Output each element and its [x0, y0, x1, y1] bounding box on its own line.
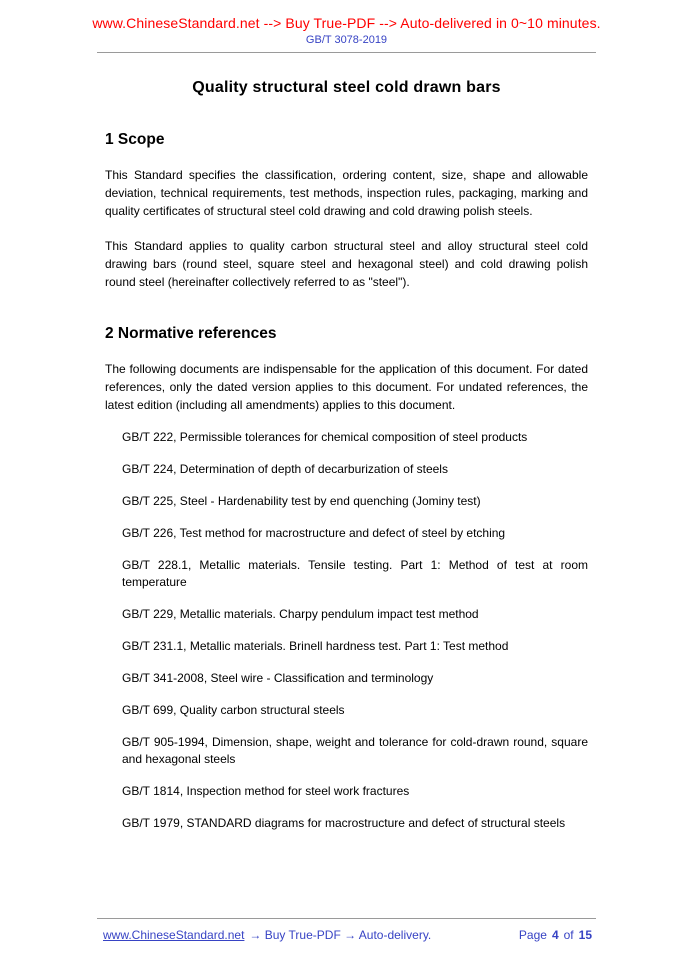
- header-divider: [97, 52, 596, 53]
- footer-tagline: → Buy True-PDF → Auto-delivery.: [249, 928, 432, 942]
- reference-item: GB/T 1979, STANDARD diagrams for macrostructure and defect of structural steels: [122, 816, 566, 830]
- reference-item: GB/T 341-2008, Steel wire - Classification and terminology: [122, 671, 434, 685]
- reference-item: GB/T 1814, Inspection method for steel work fractures: [122, 784, 410, 798]
- footer-site-link[interactable]: www.ChineseStandard.net: [103, 928, 245, 942]
- page-indicator: [519, 928, 596, 942]
- scope-paragraph-1: This Standard specifies the classification, ordering content, size, shape and allowable deviation, technical requirements, test methods, inspection rules, packaging, marking and quality certificates of structural steel cold drawing and cold drawing polish steels.: [105, 168, 588, 218]
- page-of-label: of: [563, 928, 574, 942]
- page-label: Page: [518, 928, 547, 942]
- reference-item: GB/T 905-1994, Dimension, shape, weight and tolerance for cold-drawn round, square and hexagonal steels: [122, 735, 588, 766]
- header-banner: www.ChineseStandard.net --> Buy True-PDF --> Auto-delivered in 0~10 minutes.: [92, 15, 601, 31]
- document-content: [0, 79, 693, 832]
- page-footer: [97, 918, 596, 942]
- reference-item: GB/T 228.1, Metallic materials. Tensile testing. Part 1: Method of test at room temperature: [122, 558, 588, 589]
- reference-item: GB/T 222, Permissible tolerances for chemical composition of steel products: [122, 430, 528, 444]
- scope-paragraph-2: This Standard applies to quality carbon structural steel and alloy structural steel cold drawing bars (round steel, square steel and hexagonal steel) and cold drawing polish round steel (hereinafter collectively referred to as "steel").: [105, 239, 588, 289]
- normative-intro-paragraph: The following documents are indispensable for the application of this document. For dated references, only the dated version applies to this document. For undated references, the latest edition (including all amendments) applies to this document.: [105, 362, 588, 412]
- reference-item: GB/T 231.1, Metallic materials. Brinell hardness test. Part 1: Test method: [122, 639, 509, 653]
- reference-item: GB/T 224, Determination of depth of decarburization of steels: [122, 462, 448, 476]
- document-title: Quality structural steel cold drawn bars: [192, 79, 501, 96]
- page-total: 15: [578, 928, 592, 942]
- reference-item: GB/T 225, Steel - Hardenability test by end quenching (Jominy test): [122, 494, 481, 508]
- reference-item: GB/T 226, Test method for macrostructure and defect of steel by etching: [122, 526, 506, 540]
- standard-code: GB/T 3078-2019: [305, 34, 388, 46]
- page-number: 4: [551, 928, 559, 942]
- reference-item: GB/T 229, Metallic materials. Charpy pendulum impact test method: [122, 607, 479, 621]
- section-heading-scope: 1 Scope: [105, 131, 165, 148]
- reference-item: GB/T 699, Quality carbon structural steels: [122, 703, 345, 717]
- section-heading-normative-references: 2 Normative references: [105, 325, 277, 342]
- page-header: [0, 0, 693, 53]
- footer-left: [97, 928, 431, 942]
